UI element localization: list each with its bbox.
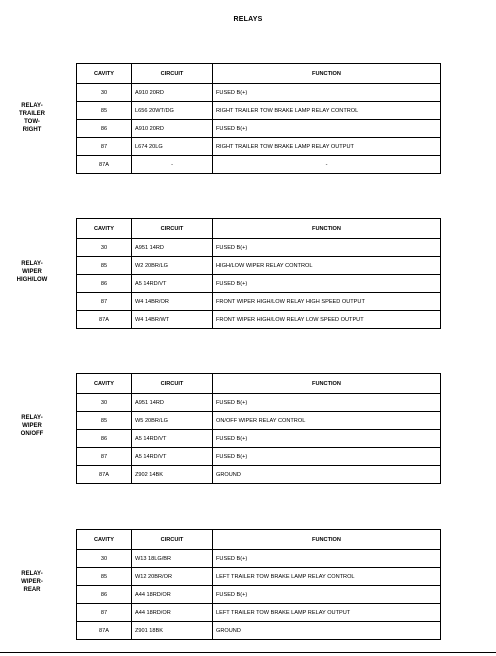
cavity-cell: 87 [77, 604, 132, 622]
relay-label: RELAY- WIPER HIGH/LOW [16, 261, 48, 283]
function-cell: LEFT TRAILER TOW BRAKE LAMP RELAY CONTROL [213, 568, 441, 586]
function-cell: FUSED B(+) [213, 394, 441, 412]
function-cell: FUSED B(+) [213, 84, 441, 102]
cavity-cell: 86 [77, 586, 132, 604]
circuit-header: CIRCUIT [132, 374, 213, 394]
cavity-header: CAVITY [77, 530, 132, 550]
circuit-cell: A951 14RD [132, 394, 213, 412]
table-row [77, 550, 441, 568]
table-header-row [77, 374, 441, 394]
function-cell: RIGHT TRAILER TOW BRAKE LAMP RELAY OUTPUT [213, 138, 441, 156]
cavity-header: CAVITY [77, 374, 132, 394]
function-header: FUNCTION [213, 64, 441, 84]
function-cell: FUSED B(+) [213, 586, 441, 604]
circuit-cell: A44 18RD/OR [132, 604, 213, 622]
function-cell: FUSED B(+) [213, 239, 441, 257]
table-header-row [77, 219, 441, 239]
function-header: FUNCTION [213, 530, 441, 550]
cavity-cell: 87 [77, 138, 132, 156]
function-cell: FUSED B(+) [213, 448, 441, 466]
function-cell: - [213, 156, 441, 174]
table-row [77, 275, 441, 293]
function-cell: HIGH/LOW WIPER RELAY CONTROL [213, 257, 441, 275]
function-cell: FUSED B(+) [213, 275, 441, 293]
circuit-cell: Z902 14BK [132, 466, 213, 484]
function-cell: ON/OFF WIPER RELAY CONTROL [213, 412, 441, 430]
table-row [77, 120, 441, 138]
cavity-cell: 86 [77, 430, 132, 448]
table-row [77, 156, 441, 174]
function-cell: GROUND [213, 466, 441, 484]
relay-label: RELAY- WIPER ON/OFF [20, 415, 44, 437]
table-row [77, 448, 441, 466]
circuit-cell: W2 20BR/LG [132, 257, 213, 275]
circuit-cell: A910 20RD [132, 84, 213, 102]
cavity-cell: 85 [77, 568, 132, 586]
bottom-divider [0, 652, 496, 653]
table-row [77, 394, 441, 412]
table-row [77, 430, 441, 448]
table-row [77, 293, 441, 311]
circuit-cell: W5 20BR/LG [132, 412, 213, 430]
function-cell: FRONT WIPER HIGH/LOW RELAY HIGH SPEED OUTPUT [213, 293, 441, 311]
circuit-cell: A44 18RD/OR [132, 586, 213, 604]
function-header: FUNCTION [213, 219, 441, 239]
circuit-cell: Z901 18BK [132, 622, 213, 640]
circuit-cell: W4 14BR/WT [132, 311, 213, 329]
relay-table [76, 218, 441, 329]
cavity-cell: 85 [77, 257, 132, 275]
cavity-cell: 85 [77, 412, 132, 430]
relay-table [76, 373, 441, 484]
table-header-row [77, 64, 441, 84]
cavity-cell: 87A [77, 622, 132, 640]
function-cell: FUSED B(+) [213, 550, 441, 568]
cavity-cell: 30 [77, 550, 132, 568]
page-title: RELAYS [233, 16, 263, 23]
table-row [77, 84, 441, 102]
function-cell: FUSED B(+) [213, 120, 441, 138]
circuit-header: CIRCUIT [132, 219, 213, 239]
table-row [77, 102, 441, 120]
table-row [77, 466, 441, 484]
cavity-header: CAVITY [77, 64, 132, 84]
function-cell: FRONT WIPER HIGH/LOW RELAY LOW SPEED OUTPUT [213, 311, 441, 329]
table-row [77, 604, 441, 622]
cavity-cell: 86 [77, 275, 132, 293]
circuit-cell: A5 14RD/VT [132, 430, 213, 448]
table-row [77, 586, 441, 604]
cavity-cell: 85 [77, 102, 132, 120]
function-cell: GROUND [213, 622, 441, 640]
relay-label: RELAY- WIPER- REAR [21, 571, 43, 593]
function-cell: RIGHT TRAILER TOW BRAKE LAMP RELAY CONTROL [213, 102, 441, 120]
cavity-cell: 87 [77, 293, 132, 311]
cavity-cell: 87A [77, 466, 132, 484]
relay-table [76, 529, 441, 640]
table-row [77, 138, 441, 156]
function-cell: FUSED B(+) [213, 430, 441, 448]
circuit-cell: - [132, 156, 213, 174]
table-row [77, 311, 441, 329]
function-header: FUNCTION [213, 374, 441, 394]
table-row [77, 568, 441, 586]
circuit-cell: L656 20WT/DG [132, 102, 213, 120]
table-header-row [77, 530, 441, 550]
cavity-cell: 87A [77, 311, 132, 329]
function-cell: LEFT TRAILER TOW BRAKE LAMP RELAY OUTPUT [213, 604, 441, 622]
cavity-cell: 30 [77, 239, 132, 257]
cavity-cell: 30 [77, 394, 132, 412]
circuit-cell: A5 14RD/VT [132, 448, 213, 466]
circuit-cell: L674 20LG [132, 138, 213, 156]
table-row [77, 257, 441, 275]
cavity-header: CAVITY [77, 219, 132, 239]
circuit-cell: A5 14RD/VT [132, 275, 213, 293]
table-row [77, 622, 441, 640]
circuit-header: CIRCUIT [132, 530, 213, 550]
cavity-cell: 87A [77, 156, 132, 174]
circuit-cell: W13 18LG/BR [132, 550, 213, 568]
cavity-cell: 87 [77, 448, 132, 466]
cavity-cell: 30 [77, 84, 132, 102]
circuit-cell: A951 14RD [132, 239, 213, 257]
circuit-cell: A910 20RD [132, 120, 213, 138]
table-row [77, 239, 441, 257]
circuit-cell: W4 14BR/OR [132, 293, 213, 311]
table-row [77, 412, 441, 430]
circuit-cell: W12 20BR/OR [132, 568, 213, 586]
relay-label: RELAY- TRAILER TOW- RIGHT [19, 103, 45, 133]
circuit-header: CIRCUIT [132, 64, 213, 84]
cavity-cell: 86 [77, 120, 132, 138]
relay-table [76, 63, 441, 174]
